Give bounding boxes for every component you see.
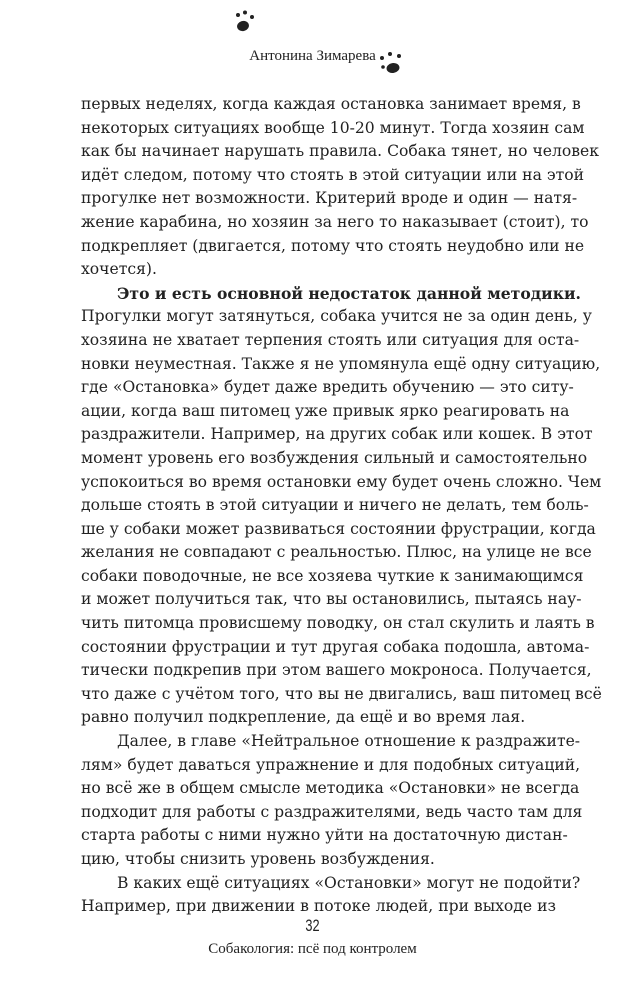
text-line: успокоиться во время остановки ему будет очень сложно. Чем <box>81 472 602 491</box>
text-line: дольше стоять в этой ситуации и ничего не делать, тем боль- <box>81 496 589 515</box>
text-line: некоторых ситуациях вообще 10-20 минут. Тогда хозяин сам <box>81 118 585 137</box>
page-number: 32 <box>305 916 320 935</box>
text-line: подходит для работы с раздражителями, ведь часто там для <box>81 802 583 821</box>
text-line: и может получиться так, что вы остановились, пытаясь нау- <box>81 590 582 609</box>
text-line: Это и есть основной недостаток данной методики. <box>117 283 581 303</box>
text-line: лям» будет даваться упражнение и для подобных ситуаций, <box>81 755 581 774</box>
text-line: первых неделях, когда каждая остановка занимает время, в <box>81 95 581 113</box>
paragraph <box>81 282 602 730</box>
text-line: тически подкрепив при этом вашего мокроноса. Получается, <box>81 661 592 680</box>
text-line: новки неуместная. Также я не упомянула ещё одну ситуацию, <box>81 354 601 373</box>
text-line: чить питомца провисшему поводку, он стал скулить и лаять в <box>81 614 595 633</box>
text-line: хочется). <box>81 260 157 279</box>
text-line: где «Остановка» будет даже вредить обучению — это ситу- <box>81 378 574 397</box>
text-line: момент уровень его возбуждения сильный и самостоятельно <box>81 448 588 467</box>
text-line: что даже с учётом того, что вы не двигались, ваш питомец всё <box>81 684 602 703</box>
paragraph <box>81 872 581 919</box>
text-line: В каких ещё ситуациях «Остановки» могут не подойти? <box>117 873 581 892</box>
text-line: как бы начинает нарушать правила. Собака тянет, но человек <box>81 142 600 161</box>
text-line: прогулке нет возможности. Критерий вроде и один — натя- <box>81 189 578 208</box>
text-line: жение карабина, но хозяин за него то наказывает (стоит), то <box>81 212 589 231</box>
text-line: Прогулки могут затянуться, собака учится не за один день, у <box>81 307 592 326</box>
text-line: желания не совпадают с реальностью. Плюс, на улице не все <box>81 543 592 562</box>
text-line: состоянии фрустрации и тут другая собака подошла, автома- <box>81 637 590 656</box>
text-line: хозяина не хватает терпения стоять или ситуация для оста- <box>81 330 580 349</box>
text-line: Далее, в главе «Нейтральное отношение к раздражите- <box>117 732 581 751</box>
running-header-author: Антонина Зимарева <box>249 48 376 64</box>
paragraph <box>81 93 600 282</box>
text-line: ации, когда ваш питомец уже привык ярко реагировать на <box>81 401 570 420</box>
paragraph <box>81 730 583 872</box>
body-text <box>81 93 602 919</box>
text-line: старта работы с ними нужно уйти на достаточную дистан- <box>81 826 568 845</box>
text-line: равно получил подкрепление, да ещё и во время лая. <box>81 708 526 727</box>
text-line: но всё же в общем смысле методика «Остановки» не всегда <box>81 779 580 798</box>
running-footer-title: Собакология: псё под контролем <box>208 941 417 957</box>
text-line: раздражители. Например, на других собак или кошек. В этот <box>81 425 593 444</box>
text-line: подкрепляет (двигается, потому что стоять неудобно или не <box>81 236 585 255</box>
text-line: Например, при движении в потоке людей, при выходе из <box>81 897 556 916</box>
text-line: собаки поводочные, не все хозяева чуткие к занимающимся <box>81 566 584 585</box>
paw-print-icon <box>232 10 258 34</box>
text-line: цию, чтобы снизить уровень возбуждения. <box>81 850 435 868</box>
text-line: ше у собаки может развиваться состоянии фрустрации, когда <box>81 519 596 538</box>
paw-print-icon <box>378 50 406 76</box>
text-line: идёт следом, потому что стоять в этой ситуации или на этой <box>81 165 584 184</box>
